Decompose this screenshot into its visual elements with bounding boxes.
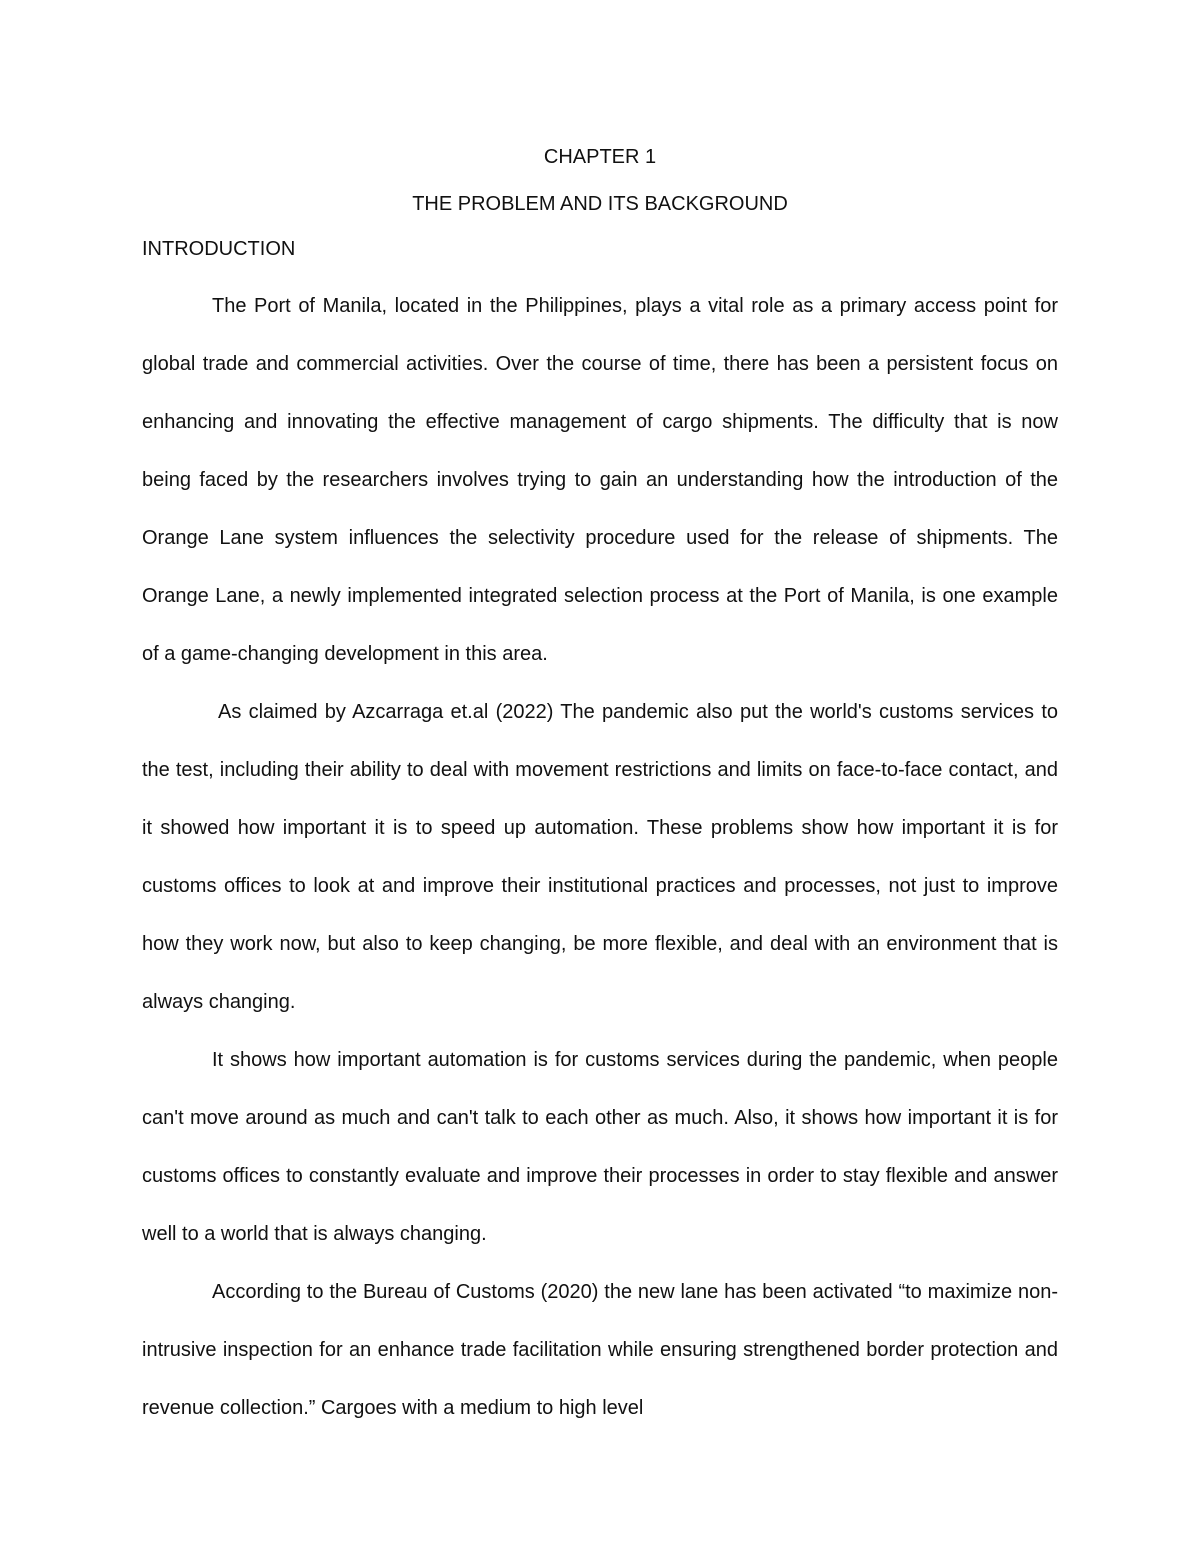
paragraph: According to the Bureau of Customs (2020) the new lane has been activated “to maximize non-intrusive inspection for an enhance trade facilitation while ensuring strengthened border protection and revenue collection.” Cargoes with a medium to high level [142,1281,1058,1419]
paragraph: It shows how important automation is for customs services during the pandemic, when people can't move around as much and can't talk to each other as much. Also, it shows how important it is for customs offices to constantly evaluate and improve their processes in order to stay flexible and answer well to a world that is always changing. [142,1049,1058,1245]
chapter-label: CHAPTER 1 [543,146,657,168]
chapter-title: THE PROBLEM AND ITS BACKGROUND [412,193,788,215]
paragraph: The Port of Manila, located in the Philippines, plays a vital role as a primary access point for global trade and commercial activities. Over the course of time, there has been a persistent focus on enhancing and innovating the effective management of cargo shipments. The difficulty that is now being faced by the researchers involves trying to gain an understanding how the introduction of the Orange Lane system influences the selectivity procedure used for the release of shipments. The Orange Lane, a newly implemented integrated selection process at the Port of Manila, is one example of a game-changing development in this area. [142,295,1058,665]
section-heading: INTRODUCTION [142,238,296,260]
paragraph: As claimed by Azcarraga et.al (2022) The pandemic also put the world's customs services to the test, including their ability to deal with movement restrictions and limits on face-to-face contact, and it showed how important it is to speed up automation. These problems show how important it is for customs offices to look at and improve their institutional practices and processes, not just to improve how they work now, but also to keep changing, be more flexible, and deal with an environment that is always changing. [142,701,1058,1013]
document-body [142,143,1058,1437]
